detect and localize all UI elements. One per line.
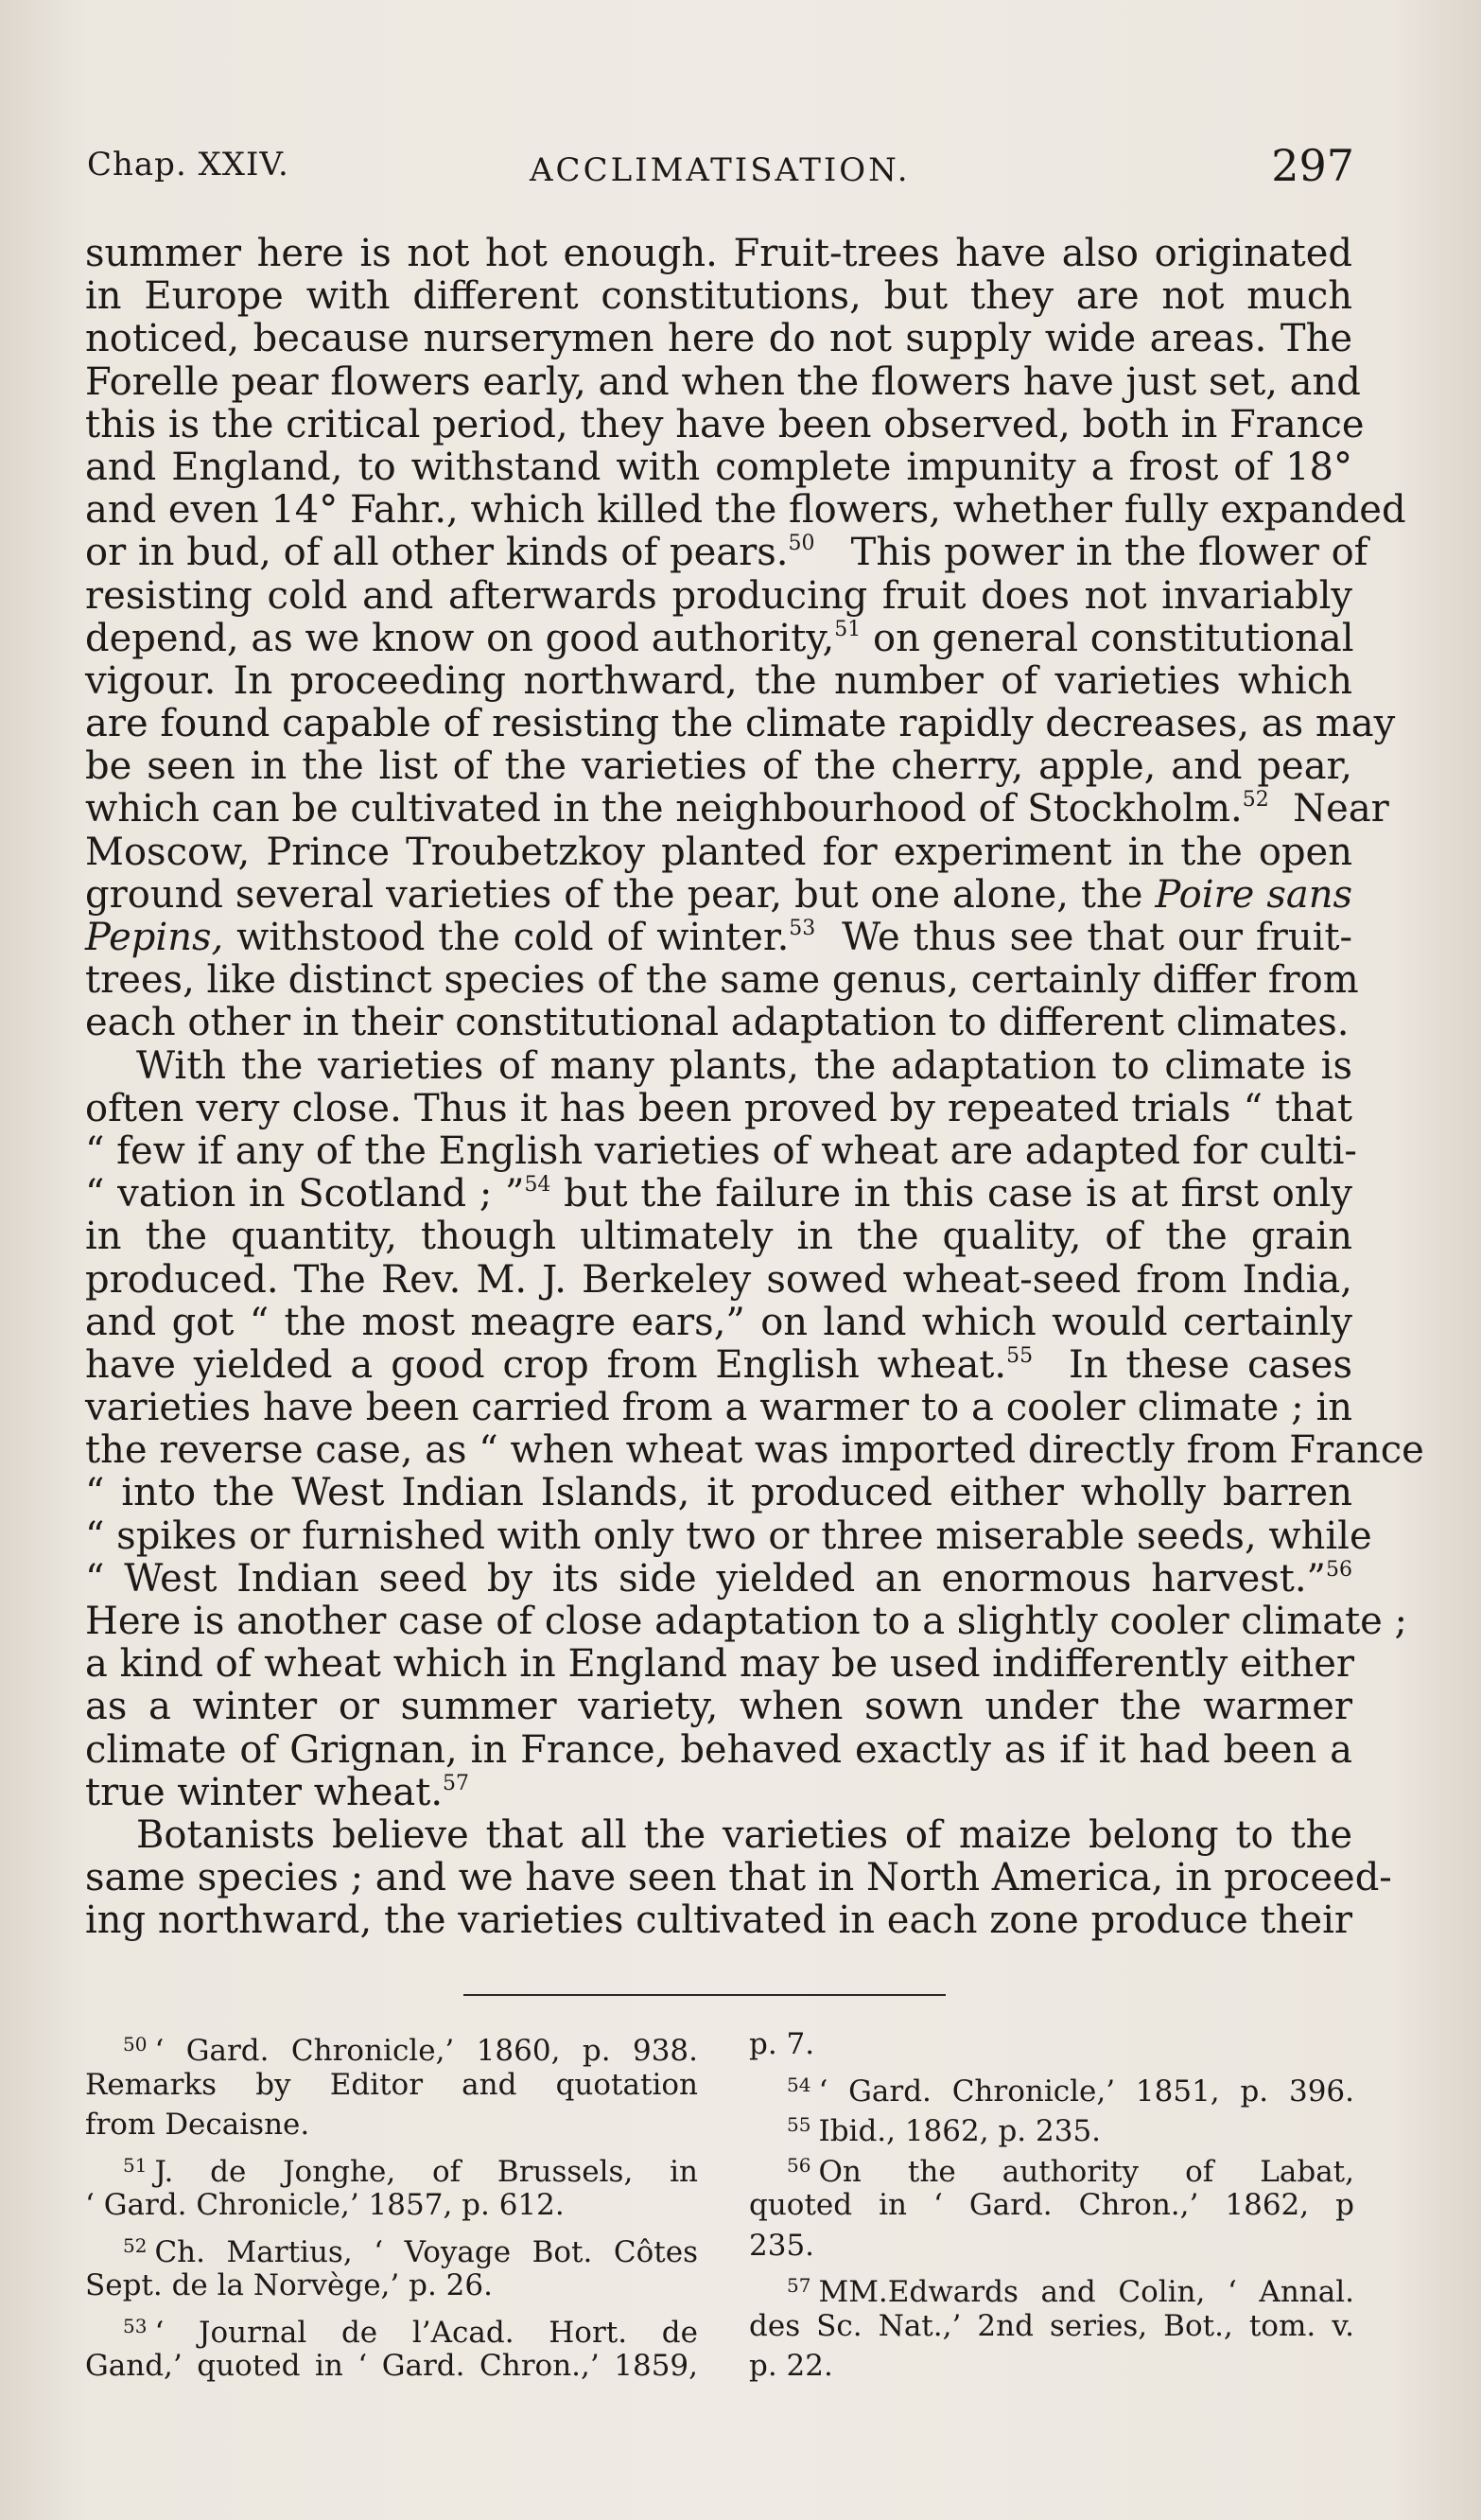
- text-line: climate of Grignan, in France, behaved exactly as if it had been a: [85, 1727, 1352, 1772]
- text-line: in the quantity, though ultimately in the quality, of the grain: [85, 1215, 1352, 1259]
- footnote-line: Sept. de la Norvège,’ p. 26.: [85, 2268, 493, 2302]
- text-line: varieties have been carried from a warmer to a cooler climate ; in: [85, 1386, 1352, 1430]
- text-line: summer here is not hot enough. Fruit-trees have also originated: [85, 232, 1352, 275]
- text-line: and even 14° Fahr., which killed the flowers, whether fully expanded: [85, 488, 1406, 533]
- text-line: true winter wheat.$^{57}$: [85, 1770, 470, 1814]
- running-title: ACCLIMATISATION.: [530, 151, 911, 189]
- text-line: often very close. Thus it has been proved by repeated trials “ that: [85, 1086, 1352, 1130]
- footnote-divider: [463, 1994, 946, 1996]
- text-line: ing northward, the varieties cultivated in each zone produce their: [85, 1899, 1352, 1943]
- text-line: Forelle pear flowers early, and when the flowers have just set, and: [85, 359, 1361, 404]
- main-text: [85, 232, 1424, 1943]
- footnote-number: 50: [123, 2033, 148, 2056]
- footnote-ref: 57: [443, 1771, 470, 1795]
- footnote-number: 54: [787, 2073, 811, 2096]
- footnote-ref: 54: [524, 1173, 551, 1198]
- footnote-line: $^{57}$ MM.Edwards and Colin, ‘ Annal.: [787, 2274, 1354, 2309]
- footnote-number: 57: [787, 2274, 811, 2297]
- footnote-line: ‘ Gard. Chronicle,’ 1857, p. 612.: [85, 2188, 565, 2222]
- footnote-line: des Sc. Nat.,’ 2nd series, Bot., tom. v.: [749, 2308, 1354, 2343]
- text-line: “ West Indian seed by its side yielded an enormous harvest.”$^{56}$: [85, 1556, 1352, 1601]
- text-line: “ vation in Scotland ; ”$^{54}$ but the failure in this case is at first only: [85, 1172, 1352, 1216]
- footnote-line: $^{56}$ On the authority of Labat,: [787, 2153, 1354, 2189]
- text-line: be seen in the list of the varieties of the cherry, apple, and pear,: [85, 744, 1352, 789]
- footnote-number: 51: [123, 2153, 148, 2177]
- footnote-number: 55: [787, 2113, 811, 2136]
- text-line: ground several varieties of the pear, but one alone, the Poire sans: [85, 872, 1352, 917]
- text-line: depend, as we know on good authority,$^{51}$ on general constitutional: [85, 616, 1354, 660]
- text-line: noticed, because nurserymen here do not supply wide areas. The: [85, 317, 1352, 361]
- footnote-ref: 56: [1326, 1557, 1352, 1582]
- text-line: which can be cultivated in the neighbourhood of Stockholm.$^{52}$ Near: [85, 787, 1389, 831]
- footnotes-left-column: [85, 2024, 698, 2387]
- footnote-line: $^{52}$ Ch. Martius, ‘ Voyage Bot. Côtes: [123, 2233, 698, 2269]
- text-line: Here is another case of close adaptation to a slightly cooler climate ;: [85, 1600, 1408, 1643]
- footnote-line: $^{54}$ ‘ Gard. Chronicle,’ 1851, p. 396.: [787, 2073, 1354, 2109]
- text-line: this is the critical period, they have been observed, both in France: [85, 402, 1365, 446]
- text-line: a kind of wheat which in England may be used indifferently either: [85, 1642, 1355, 1687]
- text-line: or in bud, of all other kinds of pears.$^{50}$ This power in the flower of: [85, 531, 1368, 575]
- text-line: vigour. In proceeding northward, the number of varieties which: [85, 658, 1352, 703]
- footnote-line: from Decaisne.: [85, 2108, 310, 2142]
- footnote-line: $^{51}$ J. de Jonghe, of Brussels, in: [123, 2153, 698, 2189]
- text-line: Pepins, withstood the cold of winter.$^{53}$ We thus see that our fruit-: [85, 916, 1352, 959]
- footnote-line: $^{53}$ ‘ Journal de l’Acad. Hort. de: [123, 2314, 698, 2350]
- footnote-ref: 50: [788, 532, 815, 556]
- text-line: as a winter or summer variety, when sown under the warmer: [85, 1685, 1352, 1729]
- text-line: “ into the West Indian Islands, it produced either wholly barren: [85, 1471, 1352, 1515]
- footnote-line: p. 22.: [749, 2349, 833, 2383]
- footnotes-right-column: [749, 2024, 1354, 2387]
- text-line: same species ; and we have seen that in North America, in proceed-: [85, 1856, 1392, 1900]
- footnote-line: p. 7.: [749, 2027, 815, 2061]
- footnote-line: quoted in ‘ Gard. Chron.,’ 1862, p: [749, 2188, 1354, 2222]
- text-line: in Europe with different constitutions, but they are not much: [85, 274, 1352, 319]
- footnote-line: $^{55}$ Ibid., 1862, p. 235.: [787, 2113, 1102, 2148]
- text-line: produced. The Rev. M. J. Berkeley sowed wheat-seed from India,: [85, 1257, 1352, 1302]
- text-line: “ spikes or furnished with only two or three miserable seeds, while: [85, 1514, 1372, 1558]
- footnote-ref: 52: [1242, 788, 1269, 813]
- running-header: [87, 140, 1354, 206]
- footnote-number: 53: [123, 2314, 148, 2337]
- text-line: the reverse case, as “ when wheat was imported directly from France: [85, 1428, 1424, 1473]
- footnote-line: $^{50}$ ‘ Gard. Chronicle,’ 1860, p. 938.: [123, 2033, 698, 2068]
- text-line: are found capable of resisting the climate rapidly decreases, as may: [85, 702, 1396, 746]
- text-line: have yielded a good crop from English wheat.$^{55}$ In these cases: [85, 1342, 1352, 1387]
- chapter-label: Chap. XXIV.: [87, 146, 289, 184]
- footnote-line: Gand,’ quoted in ‘ Gard. Chron.,’ 1859,: [85, 2349, 698, 2383]
- footnote-number: 56: [787, 2153, 811, 2177]
- footnote-ref: 51: [834, 617, 862, 641]
- text-line: trees, like distinct species of the same genus, certainly differ from: [85, 958, 1359, 1003]
- text-line: Botanists believe that all the varieties of maize belong to the: [136, 1812, 1352, 1857]
- footnote-number: 52: [123, 2233, 148, 2257]
- text-line: Moscow, Prince Troubetzkoy planted for experiment in the open: [85, 830, 1352, 874]
- text-line: resisting cold and afterwards producing fruit does not invariably: [85, 573, 1352, 618]
- text-line: each other in their constitutional adaptation to different climates.: [85, 1001, 1350, 1045]
- text-line: With the varieties of many plants, the adaptation to climate is: [136, 1043, 1352, 1088]
- text-line: and England, to withstand with complete impunity a frost of 18°: [85, 445, 1352, 489]
- footnote-line: Remarks by Editor and quotation: [85, 2067, 698, 2102]
- text-line: “ few if any of the English varieties of wheat are adapted for culti-: [85, 1129, 1357, 1173]
- page-number: 297: [1271, 140, 1354, 191]
- footnote-ref: 55: [1006, 1343, 1034, 1368]
- text-line: and got “ the most meagre ears,” on land which would certainly: [85, 1300, 1352, 1344]
- footnote-ref: 53: [789, 917, 816, 940]
- footnote-line: 235.: [749, 2228, 815, 2263]
